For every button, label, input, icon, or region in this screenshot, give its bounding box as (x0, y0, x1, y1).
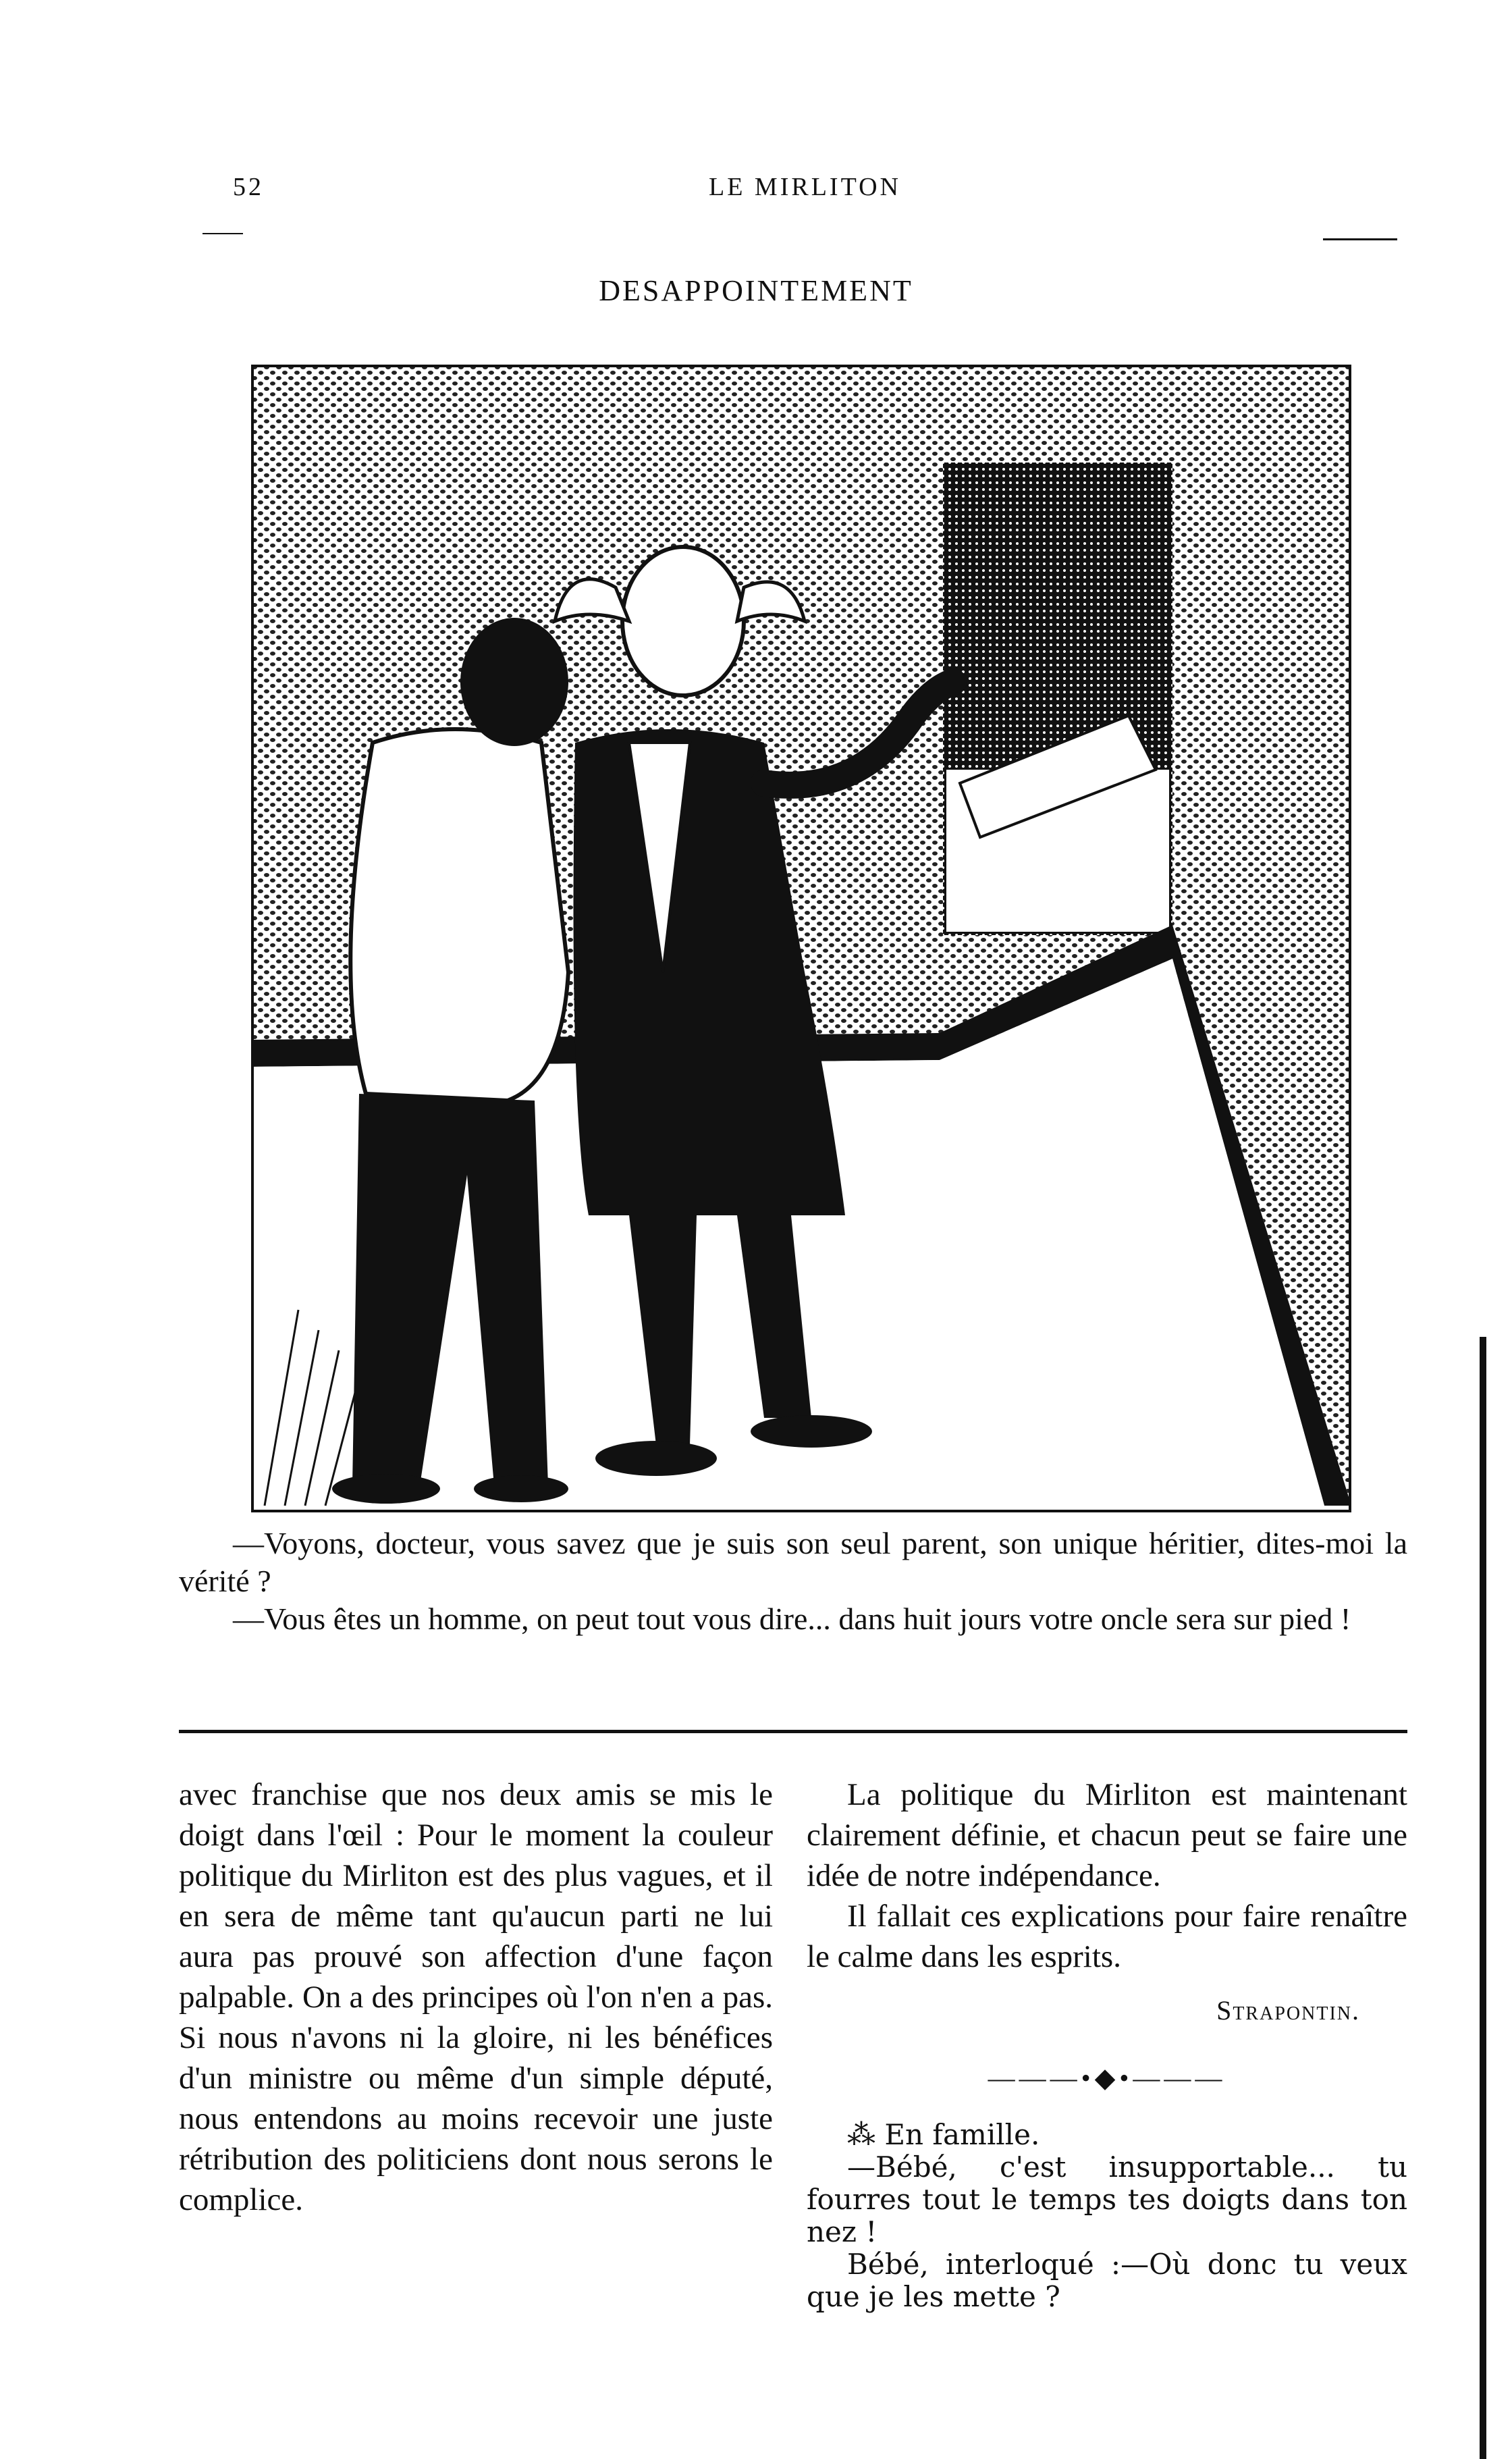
section-rule (179, 1730, 1407, 1733)
anecdote (807, 2119, 1407, 2313)
anecdote-heading: ⁂ En famille. (847, 2118, 1040, 2151)
left-paragraph: avec franchise que nos deux amis se mis le doigt dans l'œil : Pour le moment la couleur politique du Mirliton est des plus vagues, et il en sera de même tant qu'aucun parti ne lui aura pas prouvé son affection d'une façon palpable. On a des principes où l'on n'en a pas. Si nous n'avons ni la gloire, ni les bénéfices d'un ministre ou même d'un simple député, nous entendons au moins recevoir une juste rétribution des politiciens dont nous serons le complice. (179, 1777, 773, 2217)
illustration (251, 365, 1351, 1512)
left-column (179, 1774, 773, 2220)
right-column (807, 1774, 1407, 2313)
anecdote-line-1: —Bébé, c'est insupportable... tu fourres tout le temps tes doigts dans ton nez ! (807, 2150, 1407, 2248)
header-rule-right (1323, 238, 1397, 240)
caption-line-1: —Voyons, docteur, vous savez que je suis son seul parent, son unique héritier, dites-moi la vérité ? (179, 1526, 1407, 1598)
page-edge (1480, 1337, 1486, 2459)
page-number: 52 (233, 173, 264, 201)
right-paragraph-2: Il fallait ces explications pour faire renaître le calme dans les esprits. (807, 1899, 1407, 1974)
running-title: LE MIRLITON (709, 173, 901, 201)
right-paragraph-1: La politique du Mirliton est maintenant clairement définie, et chacun peut se faire une idée de notre indépendance. (807, 1777, 1407, 1893)
article-title: DESAPPOINTEMENT (599, 274, 913, 307)
header-rule-left (202, 233, 243, 234)
fleuron-divider: ———•◆•——— (988, 2063, 1226, 2093)
anecdote-line-2: Bébé, interloqué :—Où donc tu veux que je les mette ? (807, 2248, 1407, 2313)
caption-line-2: —Vous êtes un homme, on peut tout vous dire... dans huit jours votre oncle sera sur pied ! (233, 1602, 1351, 1636)
author-signature: Strapontin. (1216, 1995, 1360, 2026)
cartoon-illustration-icon (251, 365, 1351, 1512)
illustration-caption (179, 1525, 1407, 1638)
